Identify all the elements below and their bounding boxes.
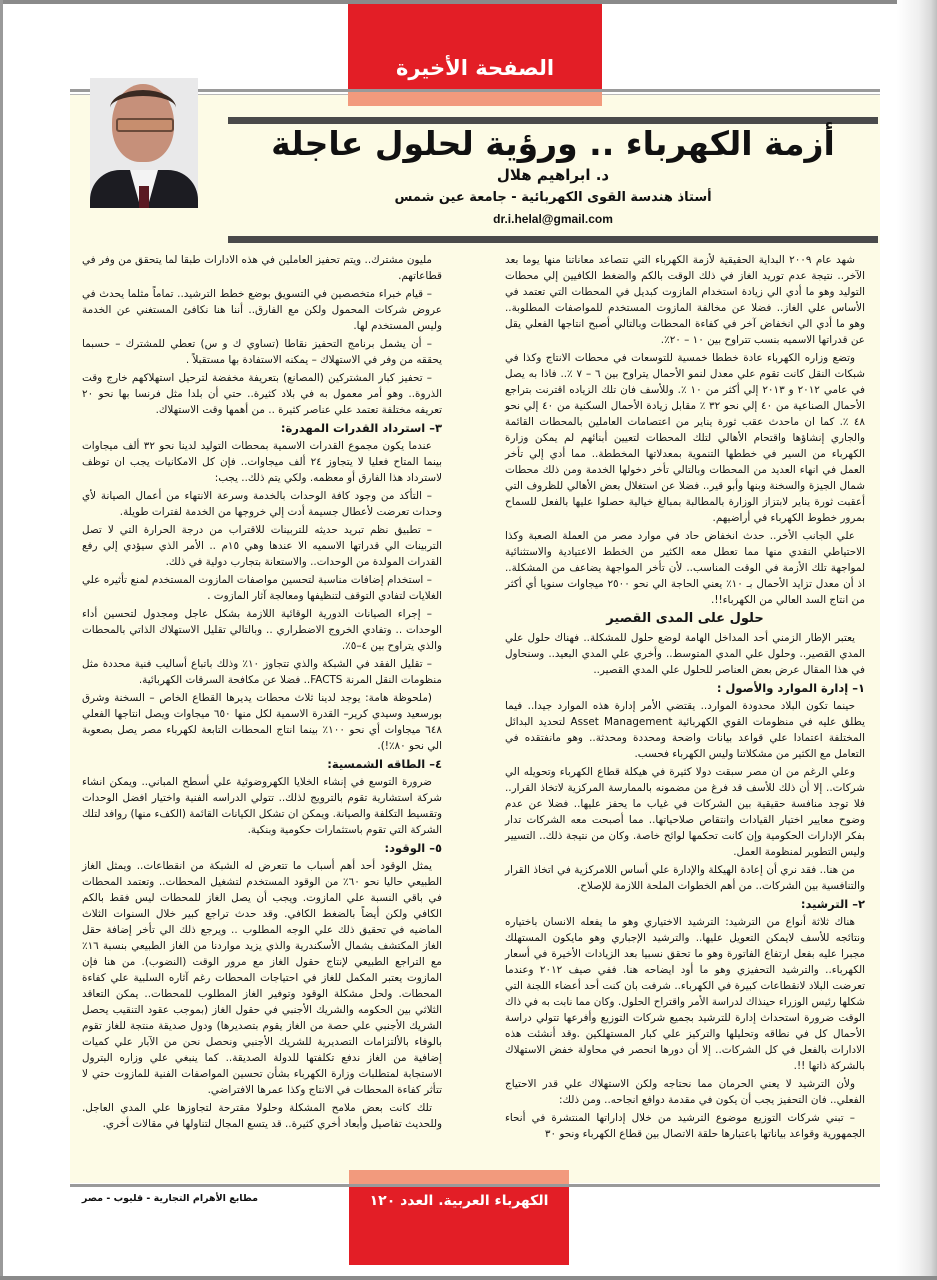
printer-credit: مطابع الأهرام التجارية - قليوب - مصر (81, 1193, 258, 1204)
paragraph: هناك ثلاثة أنواع من الترشيد: الترشيد الاختياري وهو ما يفعله الانسان باختياره ونتائجه للأسف لايمكن التعويل عليها.. والترشيد الإجباري وهو مايكون المستهلك مجبرا عليه بفعل ارتفاع الفاتورة وهو ما تحقق نسبيا بعد الزيادات الأخيرة في أسعار الكهرباء.. والترشيد التحفيزي وهو ما أود ايضاحه هنا. ففي صيف ٢٠١٢ وعندما تعرضت البلاد لانقطاعات كبيرة في الكهرباء.. شرفت بان كنت أحد أعضاء اللجنة التي شكلها رئيس الوزراء حينذاك لدراسة الأمر واقتراح الحلول. وكان مما نابت به في ذاك الوقت ضرورة استحداث إدارة للترشيد بجميع شركات التوزيع وأفرعها تتولي دراسة الأحمال كل في نطاقه وتحليلها والتركيز علي كبار المستهلكين .وقد أنشئت هذه الادارات بالفعل في كل الشركات.. إلا أن دورها انحصر في محاولة خفض الاستهلاك بالشركة ذاتها !!. (505, 916, 865, 1072)
author-name: د. ابراهيم هلال (496, 166, 610, 184)
paragraph: يعتبر الإطار الزمني أحد المداخل الهامة لوضع حلول للمشكلة.. فهناك حلول علي المدي القصير.. وحلول علي المدي المتوسط.. وأخري علي المدي البعيد.. وسنحاول في هذا المقال عرض بعض العناصر للحلول علي المدي القصير.. (505, 632, 865, 676)
paragraph: حينما تكون البلاد محدودة الموارد.. يقتضي الأمر إدارة هذه الموارد جيدا.. فيما يطلق عليه في منظومات القوي الكهربائية Asset Management لتحديد البدائل المختلفة اعتمادا علي قواعد بيانات واضحة ومحددة ومحدثة.. وهو مانفتقده في التعامل مع الكثير من مشكلاتنا وليس الكهرباء فحسب. (505, 700, 865, 760)
title-bar-bottom (228, 236, 878, 243)
paragraph: شهد عام ٢٠٠٩ البداية الحقيقية لأزمة الكهرباء التي تتصاعد معاناتنا منها يوما بعد الآخر.. نتيجة عدم توريد الغاز في ذلك الوقت بالكم والضغط الكافيين إلي محطات التوليد وهو ما أدي الي زيادة استخدام المازوت كبديل في المحطات التي تعتمد في الأساس علي الغاز.. فضلا عن مخالفة المازوت المستخدم للمواصفات المطلوبة.. وهو ما أدي الي انخفاض آخر في كفاءة المحطات وبالتالي أصبح انتاجها الفعلي يقل عن قدراتها الاسميه بنسب تتراوح بين ١٠ – ٢٠٪. (505, 254, 865, 346)
section-heading: ١– إدارة الموارد والأصول : (716, 681, 865, 695)
paragraph: وتضع وزاره الكهرباء عادة خططا خمسية للتوسعات في محطات الانتاج وكذا في شبكات النقل كانت تقوم علي معدل لنمو الأحمال يتراوح بين ٦ – ٧ ٪.. فاذا به يصل في عامي ٢٠١٢ و ٢٠١٣ إلي أكثر من ١٠ ٪. وللأسف فان تلك الزياده اقترنت بتراجع الأحمال الصناعية من ٤٠ إلي نحو ٣٢ ٪ مقابل زيادة الأحمال السكنية من ٤٠ إلي نحو ٤٨ ٪. كما ان ماحدث عقب ثورة يناير من اعتصامات العاملين بالمحطات القائمة والجاري إنشاؤها واقتحام الأهالي لتلك المحطات لتعيين أبنائهم لم يمكن وزارة الكهرباء من السير في خططها التنموية بمعدلاتها المخططة.. مما أدي إلي تأخر العمل في انهاء العديد من المحطات وبالتالي تأخر دخولها الخدمة ومن ذلك محطات شمال الجيزة والسخنة وبنها وأبو قير.. فضلا عن استغلال بعض الأهالي للظروف التي أعقبت ثورة يناير لابتزاز الوزارة بالمطالبة بمبالغ خيالية حصلوا عليها بالفعل للسماح بمرور خطوط الكهرباء في أراضيهم. (505, 352, 865, 524)
section-heading: ٥– الوقود: (384, 841, 442, 855)
paragraph: يمثل الوقود أحد أهم أسباب ما تتعرض له الشبكة من انقطاعات.. ويمثل الغاز الطبيعي حاليا نحو ٦٠٪ من الوقود المستخدم لتشغيل المحطات.. وتعتمد المحطات في باقي النسبة علي المازوت. ويجب أن يصل الغاز للمحطات ليس فقط بالكم الكافي ولكن أيضاً بالضغط الكافي. وقد حدث تراجع كبير خلال السنوات الثلاث الماضيه في تحقيق ذلك علي الوجه المطلوب .. ويرجع ذلك الي تأخر إضافة حقل الغاز المكتشف بشمال الأسكندرية والذي يزيد مواردنا من الغاز الطبيعي بنسبة ١٦٪ مع التراجع الطبيعي لإنتاج حقول الغاز مع مرور الوقت (النضوب). من هنا فإن المازوت يعتبر المكمل للغاز في احتياجات المحطات رغم آثاره السلبية علي كفاءة المحطات. ولحل مشكلة الوقود وتوفير الغاز المطلوب للمحطات.. يمكن التعاقد الثلاثي بين الحكومه والشريك الأجنبي في حقول الغاز (بموجب عقود التنقيب يحصل الشريك الأجنبي علي حصة من الغاز يقوم بتصديرها) ودول صديقة منتجة للغاز تقوم بالوفاء بالألتزامات التصديرية للشريك الأجنبي ونحصل نحن من الآبار علي كميات إضافية من الغاز ندفع تكلفتها للدولة الصديقة.. كما ينبغي علي وزاره البترول الاستجابة لمتطلبات وزارة الكهرباء بشأن تحسين المواصفات الفنية للمازوت حتي لا تتأثر كفاءة المحطات في الانتاج وكذا عمرها الافتراضي. (82, 860, 443, 1096)
footer-accent (349, 1170, 569, 1184)
paragraph: – أن يشمل برنامج التحفيز نقاطا (تساوي ك و س) تعطي للمشترك – حسبما يحققه من وفر في الاستهلاك – يمكنه الاستفادة بها مستقبلاً . (82, 338, 442, 366)
paragraph: وعلي الرغم من ان مصر سبقت دولا كثيرة في هيكلة قطاع الكهرباء وتحويله الي شركات.. إلا أن ذلك للأسف قد فرغ من مضمونه بالممارسة المركزية لاتخاذ القرار.. فلا توجد منافسة حقيقية بين الشركات في غياب ما يحفز عليها.. فضلا عن عدم وضوح معايير اختيار القيادات وانتقاص صلاحياتها.. مما أصبحت معه الشركات تدار بفكر الإدارات الحكومية وإن كانت تحكمها لوائح خاصة. وكان من نتيجة ذلك.. التسيير وليس التطوير لمنظومة العمل. (505, 766, 865, 858)
paragraph: – تطبيق نظم تبريد حديثه للتربينات للاقتراب من درجة الحرارة التي لا تصل التربينات الي قدراتها الاسميه الا عندها وهي ١٥م .. الأمر الذي سيؤدي إلي رفع القدرات المولدة من الوحدات.. والاستعانة بتجارب دولية في ذلك. (82, 524, 442, 568)
paragraph: عندما يكون مجموع القدرات الاسمية بمحطات التوليد لدينا نحو ٣٢ ألف ميجاوات بينما المتاح فعليا لا يتجاوز ٢٤ ألف ميجاوات.. فإن كل الامكانيات يجب ان توظف لاسترداد هذا الفارق أو معظمه. ولكي يتم ذلك.. يجب: (82, 440, 442, 484)
section-heading-centered: حلول على المدى القصير (606, 611, 764, 626)
page-edge-bottom (0, 1276, 937, 1280)
article-column-left (82, 252, 442, 1134)
footer-issue-block (349, 1187, 569, 1265)
author-photo (90, 78, 198, 208)
article-column-right (505, 252, 865, 1144)
paragraph: (ملحوظة هامة: يوجد لدينا ثلاث محطات يديرها القطاع الخاص – السخنة وشرق بورسعيد وسيدي كرير– القدرة الاسمية لكل منها ٦٥٠ ميجاوات ويصل انتاجها الفعلي ٦٤٨ ميجاوات أي نحو ١٠٠٪ بينما انتاج المحطات التابعة لكهرباء مصر يصل بصعوبة الي نحو ٨٠٪!). (82, 692, 442, 752)
author-email[interactable]: dr.i.helal@gmail.com (493, 212, 613, 226)
paragraph: من هنا.. فقد نري أن إعادة الهيكلة والإدارة علي أساس اللامركزية في اتخاذ القرار والتنافسية بين الشركات.. من أهم الخطوات الملحة اللازمة للإصلاح. (505, 864, 865, 892)
section-heading: ٢– الترشيد: (800, 897, 865, 911)
photo-glasses (116, 118, 174, 132)
section-header-accent (348, 92, 602, 106)
paragraph: – تبني شركات التوزيع موضوع الترشيد من خلال إداراتها المنتشرة في أنحاء الجمهورية وقواعد بياناتها باعتبارها حلقة الاتصال بين قطاع الكهرباء ونحو ٣٠ (505, 1112, 865, 1140)
paragraph: تلك كانت بعض ملامح المشكلة وحلولا مقترحة لتجاوزها علي المدي العاجل. وللحديث تفاصيل وأبعاد أخري كثيرة.. قد يتسع المجال لتناولها في مقالات أخري. (82, 1102, 442, 1130)
section-label: الصفحة الأخيرة (395, 56, 555, 80)
issue-label: الكهرباء العربية. العدد ١٢٠ (369, 1193, 549, 1209)
paragraph: علي الجانب الأخر.. حدث انخفاض حاد في موارد مصر من العملة الصعبة وكذا الاحتياطي النقدي منها مما تعطل معه الكثير من الخطط الاعتيادية والاستثنائية لمواجهة تلك الأزمة في الوقت المناسب.. لأن تأخر المواجهة يضاعف من المشكلة.. اذ أن معدل تزايد الأحمال بـ ١٠٪ يعني الحاجة الي نحو ٢٥٠٠ ميجاوات سنويا أي أكثر من انتاج السد العالي من الكهرباء!!. (505, 530, 866, 606)
photo-tie (139, 186, 149, 208)
paragraph: ولأن الترشيد لا يعني الحرمان مما نحتاجه ولكن الاستهلاك علي قدر الاحتياج الفعلي.. فان التحفيز يجب أن يكون في مقدمة دوافع انجاحه.. ومن ذلك: (505, 1078, 865, 1106)
author-affiliation: أستاذ هندسة القوى الكهربائية - جامعة عين شمس (394, 190, 712, 205)
paragraph: – إجراء الصيانات الدورية الوقائية اللازمة بشكل عاجل ومجدول لتحسين أداء الوحدات .. وتفادي الخروج الاضطراري .. وبالتالي تقليل الاستهلاك الذاتي بالمحطات والذي يتراوح بين ٤–٥٪. (82, 608, 442, 652)
paragraph: – تقليل الفقد في الشبكة والذي تتجاوز ١٠٪ وذلك باتباع أساليب فنية محددة مثل منظومات النقل المرنة FACTS.. فضلا عن مكافحة السرقات الكهربائية. (82, 658, 442, 686)
article-title: أزمة الكهرباء .. ورؤية لحلول عاجلة (271, 124, 835, 163)
paragraph: – التأكد من وجود كافة الوحدات بالخدمة وسرعة الانتهاء من أعمال الصيانة لأي وحدات تعرضت لأعطال جسيمة أدت إلي خروجها من الخدمة لفترات طويلة. (82, 490, 442, 518)
page-edge-left (0, 0, 3, 1280)
paragraph: ضرورة التوسع في إنشاء الخلايا الكهروضوئية علي أسطح المباني.. ويمكن انشاء شركة استشارية تقوم بالترويج لذلك.. تتولي الدراسه الفنية واختيار افضل الوحدات وتقسيط التكلفة والصيانة. ويمكن ان تشكل الكيانات القائمة (الكفء منها) روافد لتلك الشركة التي تقوم باستثمارات حكومية وبنكية. (82, 776, 442, 836)
page-fold-shadow (897, 0, 937, 1280)
section-header-block (348, 4, 602, 90)
paragraph: – تحفيز كبار المشتركين (المصانع) بتعريفة مخفضة لترحيل استهلاكهم خارج وقت الذروة.. وهو أمر معمول به في بلاد كثيرة.. حتي أن بلدا مثل فرنسا بها نحو ٢٠ تعريفه مختلفة تعتمد علي عناصر كثيرة .. من أهمها وقت الاستهلاك. (82, 372, 442, 416)
paragraph: مليون مشترك.. ويتم تحفيز العاملين في هذه الادارات طبقا لما يتحقق من وفر في قطاعاتهم. (82, 254, 442, 282)
paragraph: – استخدام إضافات مناسبة لتحسين مواصفات المازوت المستخدم لمنع تأثيره علي الغلايات لتفادي التوقف لتنظيفها ومعالجة آثار المازوت . (82, 574, 442, 602)
paragraph: – قيام خبراء متخصصين في التسويق بوضع خطط الترشيد.. تماماً مثلما يحدث في عروض شركات المحمول ولكن مع الفارق.. أننا هنا نكافئ المستغني عن الخدمة وليس المستخدم لها. (82, 288, 442, 332)
section-heading: ٤– الطاقه الشمسية: (327, 757, 442, 771)
title-bar-top (228, 117, 878, 124)
section-heading: ٣– استرداد القدرات المهدرة: (280, 421, 442, 435)
